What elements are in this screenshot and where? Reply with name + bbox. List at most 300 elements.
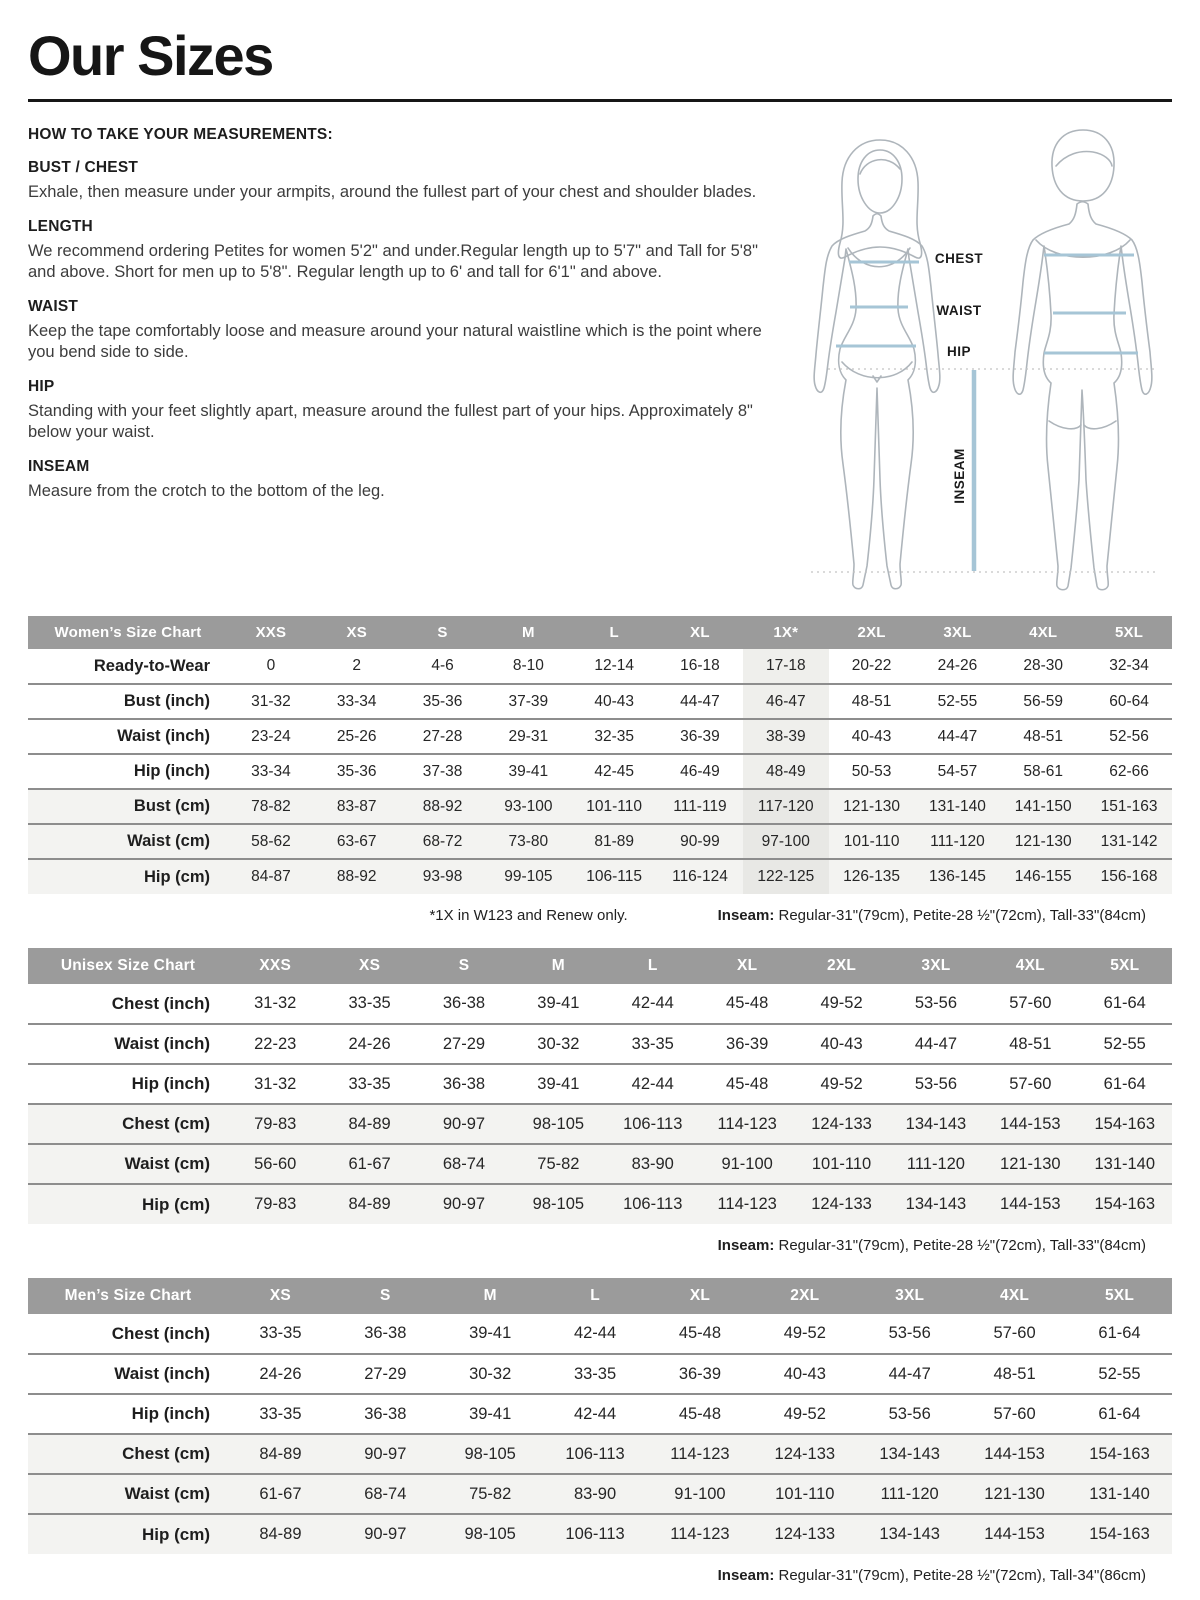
- size-value-cell: 121-130: [1014, 832, 1072, 850]
- size-value-cell: 121-130: [1000, 1154, 1061, 1173]
- table-row: [28, 1104, 1172, 1144]
- size-value-cell: 44-47: [937, 727, 978, 745]
- section-body: Standing with your feet slightly apart, measure around the fullest part of your hips. Approximately 8" below your waist.: [28, 401, 753, 441]
- size-value-cell: 2: [352, 657, 362, 674]
- size-value-cell: 124-133: [811, 1114, 872, 1133]
- size-column-header: 5XL: [1067, 1278, 1172, 1314]
- size-value-cell: 57-60: [1009, 994, 1052, 1012]
- row-label: Chest (inch): [111, 1323, 210, 1343]
- size-column-header: M: [511, 948, 605, 984]
- size-column-header: M: [485, 616, 571, 649]
- size-value-cell: 79-83: [254, 1195, 297, 1213]
- size-value-cell: 75-82: [469, 1484, 512, 1503]
- table-row: [28, 824, 1172, 859]
- size-value-cell: 154-163: [1094, 1114, 1156, 1133]
- row-label: Hip (inch): [131, 1404, 210, 1423]
- size-value-cell: 90-99: [680, 832, 720, 850]
- size-value-cell: 24-26: [348, 1034, 391, 1053]
- size-value-cell: 134-143: [879, 1444, 940, 1463]
- size-value-cell: 33-35: [348, 994, 391, 1012]
- mens-size-chart-section: [28, 1278, 1172, 1584]
- size-value-cell: 24-26: [259, 1364, 302, 1383]
- size-value-cell: 61-64: [1103, 1074, 1146, 1093]
- female-figure-outline: [814, 140, 940, 589]
- size-column-header: 4XL: [983, 948, 1077, 984]
- size-value-cell: 30-32: [469, 1364, 512, 1383]
- size-value-cell: 58-62: [251, 832, 291, 850]
- size-value-cell: 60-64: [1109, 692, 1149, 710]
- section-heading: INSEAM: [28, 457, 90, 475]
- size-value-cell: 49-52: [783, 1404, 826, 1423]
- size-value-cell: 84-87: [251, 868, 291, 885]
- size-column-header: XXS: [228, 948, 322, 984]
- size-value-cell: 99-105: [504, 868, 553, 885]
- size-value-cell: 121-130: [984, 1484, 1045, 1503]
- size-column-header: M: [438, 1278, 543, 1314]
- size-value-cell: 91-100: [674, 1484, 726, 1503]
- section-heading: WAIST: [28, 297, 79, 315]
- size-value-cell: 68-74: [442, 1154, 486, 1173]
- size-value-cell: 32-35: [594, 727, 634, 745]
- size-value-cell: 52-55: [937, 692, 978, 710]
- size-value-cell: 31-32: [254, 994, 297, 1012]
- size-value-cell: 31-32: [251, 692, 291, 710]
- size-value-cell: 39-41: [537, 1074, 580, 1093]
- table-row: [28, 1474, 1172, 1514]
- size-value-cell: 39-41: [469, 1324, 512, 1342]
- size-value-cell: 32-34: [1109, 657, 1149, 674]
- size-value-cell: 144-153: [984, 1444, 1045, 1463]
- size-value-cell: 33-35: [573, 1364, 617, 1383]
- size-value-cell: 42-44: [631, 1074, 674, 1093]
- size-value-cell: 84-89: [259, 1444, 302, 1463]
- size-value-cell: 40-43: [820, 1034, 863, 1053]
- row-label: Hip (inch): [133, 762, 210, 780]
- measurement-instructions: [28, 126, 770, 502]
- size-value-cell: 36-38: [442, 1074, 486, 1093]
- size-value-cell: 38-39: [743, 719, 829, 754]
- size-value-cell: 68-74: [364, 1484, 407, 1503]
- size-value-cell: 91-100: [721, 1154, 773, 1173]
- size-value-cell: 131-142: [1100, 832, 1158, 850]
- section-hip: [28, 378, 770, 443]
- size-value-cell: 122-125: [743, 859, 829, 894]
- size-value-cell: 81-89: [594, 832, 634, 850]
- size-value-cell: 134-143: [905, 1114, 967, 1133]
- table-row: [28, 754, 1172, 789]
- size-value-cell: 36-39: [678, 1364, 722, 1383]
- size-value-cell: 131-140: [928, 797, 986, 815]
- size-value-cell: 50-53: [851, 762, 892, 780]
- size-value-cell: 49-52: [783, 1324, 826, 1342]
- size-value-cell: 101-110: [843, 832, 900, 850]
- size-value-cell: 111-119: [673, 797, 727, 815]
- table-row: [28, 1514, 1172, 1554]
- table-row: [28, 719, 1172, 754]
- size-value-cell: 39-41: [508, 762, 549, 780]
- size-value-cell: 154-163: [1094, 1195, 1156, 1213]
- size-value-cell: 44-47: [680, 692, 720, 710]
- size-value-cell: 93-100: [504, 797, 553, 815]
- size-value-cell: 84-89: [348, 1114, 391, 1133]
- row-label: Hip (cm): [144, 867, 210, 886]
- size-value-cell: 106-113: [565, 1444, 625, 1463]
- size-value-cell: 12-14: [594, 657, 634, 674]
- size-value-cell: 53-56: [888, 1404, 931, 1423]
- size-value-cell: 35-36: [336, 762, 377, 780]
- size-value-cell: 40-43: [594, 692, 634, 710]
- size-value-cell: 36-39: [726, 1034, 769, 1053]
- table-title: Men’s Size Chart: [28, 1278, 228, 1314]
- size-value-cell: 63-67: [336, 832, 377, 850]
- size-value-cell: 36-38: [364, 1324, 407, 1342]
- size-value-cell: 16-18: [680, 657, 720, 674]
- size-column-header: L: [571, 616, 657, 649]
- size-column-header: 3XL: [857, 1278, 962, 1314]
- size-value-cell: 45-48: [678, 1324, 722, 1342]
- row-label: Chest (cm): [122, 1444, 210, 1463]
- size-value-cell: 49-52: [820, 994, 863, 1012]
- size-value-cell: 106-115: [586, 868, 643, 885]
- size-value-cell: 154-163: [1089, 1444, 1150, 1463]
- size-value-cell: 61-64: [1098, 1404, 1141, 1423]
- size-value-cell: 27-29: [442, 1034, 486, 1053]
- size-value-cell: 42-44: [573, 1404, 617, 1423]
- size-value-cell: 22-23: [254, 1034, 297, 1053]
- womens-size-chart-table: [28, 616, 1172, 894]
- size-value-cell: 40-43: [851, 727, 892, 745]
- title-divider: [28, 99, 1172, 102]
- size-value-cell: 134-143: [879, 1525, 940, 1543]
- size-value-cell: 46-47: [743, 684, 829, 719]
- footnote-inseam: Inseam: Regular-31"(79cm), Petite-28 ½"(72cm), Tall-33"(84cm): [717, 1237, 1146, 1254]
- table-row: [28, 1024, 1172, 1064]
- size-value-cell: 88-92: [336, 868, 377, 885]
- size-value-cell: 61-64: [1103, 994, 1146, 1012]
- row-label: Waist (inch): [114, 1364, 210, 1383]
- table-row: [28, 1394, 1172, 1434]
- table-row: [28, 1354, 1172, 1394]
- size-value-cell: 106-113: [623, 1195, 683, 1213]
- size-value-cell: 4-6: [431, 657, 454, 674]
- womens-table-footnotes: [28, 907, 1172, 924]
- size-column-header: S: [333, 1278, 438, 1314]
- size-value-cell: 20-22: [851, 657, 892, 674]
- size-column-header: XS: [228, 1278, 333, 1314]
- size-value-cell: 39-41: [469, 1404, 512, 1423]
- size-value-cell: 98-105: [464, 1444, 516, 1463]
- row-label: Chest (inch): [111, 993, 210, 1013]
- measurement-diagram: [776, 124, 1168, 596]
- size-value-cell: 33-34: [336, 692, 377, 710]
- size-value-cell: 48-51: [1009, 1034, 1052, 1053]
- footnote-inseam: Inseam: Regular-31"(79cm), Petite-28 ½"(72cm), Tall-33"(84cm): [717, 907, 1146, 924]
- size-value-cell: 36-38: [442, 994, 486, 1012]
- male-figure-outline: [1013, 130, 1152, 590]
- footnote-inseam: Inseam: Regular-31"(79cm), Petite-28 ½"(72cm), Tall-34"(86cm): [717, 1567, 1146, 1584]
- size-value-cell: 39-41: [537, 994, 580, 1012]
- size-value-cell: 79-83: [254, 1114, 297, 1133]
- table-row: [28, 1144, 1172, 1184]
- size-value-cell: 27-28: [422, 727, 463, 745]
- section-body: Exhale, then measure under your armpits, around the fullest part of your chest and shoulder blades.: [28, 183, 757, 201]
- table-row: [28, 684, 1172, 719]
- size-value-cell: 114-123: [717, 1114, 777, 1133]
- size-value-cell: 136-145: [928, 868, 986, 885]
- size-column-header: 2XL: [794, 948, 888, 984]
- size-value-cell: 111-120: [906, 1154, 965, 1173]
- table-row: [28, 649, 1172, 684]
- size-value-cell: 42-44: [631, 994, 674, 1012]
- size-value-cell: 53-56: [888, 1324, 931, 1342]
- size-value-cell: 0: [266, 657, 276, 674]
- mens-size-chart-table: [28, 1278, 1172, 1554]
- size-value-cell: 56-59: [1023, 692, 1064, 710]
- size-value-cell: 57-60: [1009, 1074, 1052, 1093]
- size-value-cell: 48-51: [1023, 727, 1064, 745]
- size-value-cell: 48-51: [993, 1364, 1036, 1383]
- howto-heading: HOW TO TAKE YOUR MEASUREMENTS:: [28, 126, 333, 143]
- size-value-cell: 33-34: [251, 762, 291, 780]
- size-value-cell: 33-35: [259, 1324, 302, 1342]
- table-row: [28, 789, 1172, 824]
- size-column-header: XL: [648, 1278, 753, 1314]
- size-value-cell: 57-60: [993, 1324, 1036, 1342]
- size-value-cell: 45-48: [678, 1404, 722, 1423]
- size-value-cell: 73-80: [508, 832, 549, 850]
- table-title: Unisex Size Chart: [28, 948, 228, 984]
- size-value-cell: 154-163: [1089, 1525, 1150, 1543]
- row-label: Waist (cm): [124, 1154, 210, 1173]
- chest-label: CHEST: [934, 251, 984, 266]
- size-value-cell: 62-66: [1109, 762, 1149, 780]
- unisex-table-footnotes: [28, 1237, 1172, 1254]
- size-column-header: 5XL: [1086, 616, 1172, 649]
- size-value-cell: 8-10: [512, 657, 544, 674]
- size-value-cell: 141-150: [1014, 797, 1072, 815]
- size-value-cell: 146-155: [1014, 868, 1072, 885]
- size-value-cell: 101-110: [811, 1154, 872, 1173]
- size-value-cell: 98-105: [532, 1114, 585, 1133]
- size-value-cell: 124-133: [811, 1195, 872, 1213]
- waist-label: WAIST: [936, 303, 982, 318]
- table-row: [28, 1314, 1172, 1354]
- size-value-cell: 36-39: [680, 727, 720, 745]
- size-value-cell: 56-60: [254, 1154, 297, 1173]
- size-value-cell: 90-97: [442, 1195, 486, 1213]
- size-value-cell: 83-90: [573, 1484, 617, 1503]
- size-value-cell: 121-130: [843, 797, 901, 815]
- unisex-size-chart-section: [28, 948, 1172, 1254]
- size-value-cell: 33-35: [259, 1404, 302, 1423]
- size-value-cell: 84-89: [259, 1525, 302, 1543]
- size-value-cell: 90-97: [364, 1525, 407, 1543]
- womens-size-chart-section: [28, 616, 1172, 924]
- section-waist: [28, 298, 770, 363]
- size-column-header: XL: [657, 616, 743, 649]
- size-value-cell: 131-140: [1094, 1154, 1156, 1173]
- size-value-cell: 98-105: [464, 1525, 516, 1543]
- size-column-header: 3XL: [915, 616, 1001, 649]
- size-value-cell: 83-90: [631, 1154, 674, 1173]
- size-value-cell: 30-32: [537, 1034, 580, 1053]
- row-label: Hip (inch): [131, 1074, 210, 1093]
- size-value-cell: 106-113: [565, 1525, 625, 1543]
- size-column-header: 1X*: [743, 616, 829, 649]
- section-body: Keep the tape comfortably loose and measure around your natural waistline which is the point where you bend side to side.: [28, 321, 762, 361]
- size-value-cell: 48-51: [851, 692, 892, 710]
- size-column-header: L: [606, 948, 700, 984]
- row-label: Waist (cm): [124, 1484, 210, 1503]
- size-value-cell: 58-61: [1023, 762, 1064, 780]
- size-value-cell: 27-29: [364, 1364, 407, 1383]
- size-column-header: XL: [700, 948, 794, 984]
- size-value-cell: 53-56: [914, 1074, 958, 1093]
- inseam-label: INSEAM: [952, 448, 967, 504]
- row-label: Bust (inch): [123, 692, 210, 710]
- size-value-cell: 78-82: [251, 797, 291, 815]
- size-value-cell: 36-38: [364, 1404, 407, 1423]
- size-value-cell: 31-32: [254, 1074, 297, 1093]
- section-inseam: [28, 458, 770, 502]
- size-value-cell: 61-67: [259, 1484, 302, 1503]
- size-value-cell: 144-153: [984, 1525, 1045, 1543]
- size-value-cell: 90-97: [442, 1114, 486, 1133]
- row-label: Chest (cm): [122, 1114, 210, 1133]
- size-value-cell: 61-67: [348, 1154, 391, 1173]
- size-column-header: 2XL: [752, 1278, 857, 1314]
- size-value-cell: 114-123: [717, 1195, 777, 1213]
- page-title: Our Sizes: [28, 24, 273, 87]
- size-value-cell: 98-105: [532, 1195, 585, 1213]
- size-value-cell: 144-153: [1000, 1114, 1061, 1133]
- size-value-cell: 84-89: [348, 1195, 391, 1213]
- size-value-cell: 45-48: [726, 994, 769, 1012]
- unisex-size-chart-table: [28, 948, 1172, 1224]
- size-value-cell: 57-60: [993, 1404, 1036, 1423]
- size-value-cell: 111-120: [880, 1484, 939, 1503]
- mens-table-footnotes: [28, 1567, 1172, 1584]
- size-value-cell: 144-153: [1000, 1195, 1061, 1213]
- size-value-cell: 126-135: [843, 868, 901, 885]
- size-value-cell: 101-110: [586, 797, 643, 815]
- size-value-cell: 124-133: [774, 1525, 836, 1543]
- size-value-cell: 156-168: [1100, 868, 1158, 885]
- size-value-cell: 52-56: [1109, 727, 1149, 745]
- size-column-header: 4XL: [1000, 616, 1086, 649]
- size-value-cell: 49-52: [820, 1074, 863, 1093]
- section-heading: LENGTH: [28, 217, 93, 235]
- size-value-cell: 23-24: [251, 727, 291, 745]
- size-column-header: 3XL: [889, 948, 983, 984]
- size-value-cell: 83-87: [336, 797, 377, 815]
- size-column-header: XS: [322, 948, 416, 984]
- size-value-cell: 42-45: [594, 762, 634, 780]
- size-value-cell: 17-18: [743, 649, 829, 684]
- size-value-cell: 28-30: [1023, 657, 1064, 674]
- size-value-cell: 25-26: [336, 727, 377, 745]
- size-value-cell: 48-49: [743, 754, 829, 789]
- size-value-cell: 134-143: [905, 1195, 967, 1213]
- size-value-cell: 24-26: [937, 657, 978, 674]
- size-value-cell: 33-35: [631, 1034, 674, 1053]
- size-value-cell: 37-38: [422, 762, 463, 780]
- row-label: Waist (inch): [114, 1034, 210, 1053]
- size-column-header: 4XL: [962, 1278, 1067, 1314]
- size-value-cell: 44-47: [914, 1034, 958, 1053]
- size-value-cell: 90-97: [364, 1444, 407, 1463]
- size-value-cell: 114-123: [670, 1525, 730, 1543]
- size-value-cell: 124-133: [774, 1444, 836, 1463]
- size-value-cell: 37-39: [508, 692, 549, 710]
- size-value-cell: 111-120: [930, 832, 985, 850]
- size-value-cell: 106-113: [623, 1114, 683, 1133]
- size-value-cell: 131-140: [1089, 1484, 1150, 1503]
- section-length: [28, 218, 770, 283]
- table-row: [28, 859, 1172, 894]
- size-value-cell: 93-98: [422, 868, 463, 885]
- size-value-cell: 35-36: [422, 692, 463, 710]
- size-value-cell: 54-57: [937, 762, 978, 780]
- footnote-1x: *1X in W123 and Renew only.: [429, 907, 628, 924]
- size-value-cell: 46-49: [680, 762, 720, 780]
- size-value-cell: 33-35: [348, 1074, 391, 1093]
- section-body: We recommend ordering Petites for women 5'2" and under.Regular length up to 5'7" and Tall for 5'8" and above. Short for men up to 5'8". Regular length up to 6' and tall for 6'1" and above.: [28, 241, 758, 281]
- size-value-cell: 52-55: [1098, 1364, 1141, 1383]
- table-row: [28, 1064, 1172, 1104]
- size-value-cell: 53-56: [914, 994, 958, 1012]
- size-value-cell: 29-31: [508, 727, 549, 745]
- row-label: Ready-to-Wear: [93, 656, 210, 675]
- size-value-cell: 101-110: [775, 1484, 835, 1503]
- table-row: [28, 1434, 1172, 1474]
- row-label: Hip (cm): [142, 1194, 210, 1214]
- size-column-header: 2XL: [829, 616, 915, 649]
- size-column-header: XS: [314, 616, 400, 649]
- table-row: [28, 1184, 1172, 1224]
- size-value-cell: 44-47: [888, 1364, 931, 1383]
- table-row: [28, 984, 1172, 1024]
- size-value-cell: 42-44: [573, 1324, 617, 1342]
- size-column-header: S: [417, 948, 511, 984]
- size-column-header: XXS: [228, 616, 314, 649]
- size-value-cell: 114-123: [670, 1444, 730, 1463]
- size-column-header: L: [543, 1278, 648, 1314]
- hip-label: HIP: [946, 344, 972, 359]
- row-label: Waist (inch): [117, 727, 210, 745]
- row-label: Bust (cm): [133, 797, 210, 815]
- size-column-header: S: [400, 616, 486, 649]
- size-column-header: 5XL: [1078, 948, 1172, 984]
- size-value-cell: 45-48: [726, 1074, 769, 1093]
- size-value-cell: 116-124: [672, 868, 728, 885]
- table-title: Women’s Size Chart: [28, 616, 228, 649]
- size-value-cell: 88-92: [422, 797, 463, 815]
- size-value-cell: 52-55: [1103, 1034, 1146, 1053]
- section-body: Measure from the crotch to the bottom of the leg.: [28, 481, 385, 500]
- size-value-cell: 151-163: [1100, 797, 1158, 815]
- size-value-cell: 117-120: [743, 789, 829, 824]
- row-label: Hip (cm): [142, 1524, 210, 1544]
- size-value-cell: 97-100: [743, 824, 829, 859]
- row-label: Waist (cm): [127, 832, 210, 850]
- size-value-cell: 68-72: [422, 832, 463, 850]
- section-bust-chest: [28, 159, 770, 203]
- section-heading: HIP: [28, 377, 55, 395]
- size-value-cell: 61-64: [1098, 1324, 1141, 1342]
- size-value-cell: 75-82: [537, 1154, 580, 1173]
- size-value-cell: 40-43: [783, 1364, 826, 1383]
